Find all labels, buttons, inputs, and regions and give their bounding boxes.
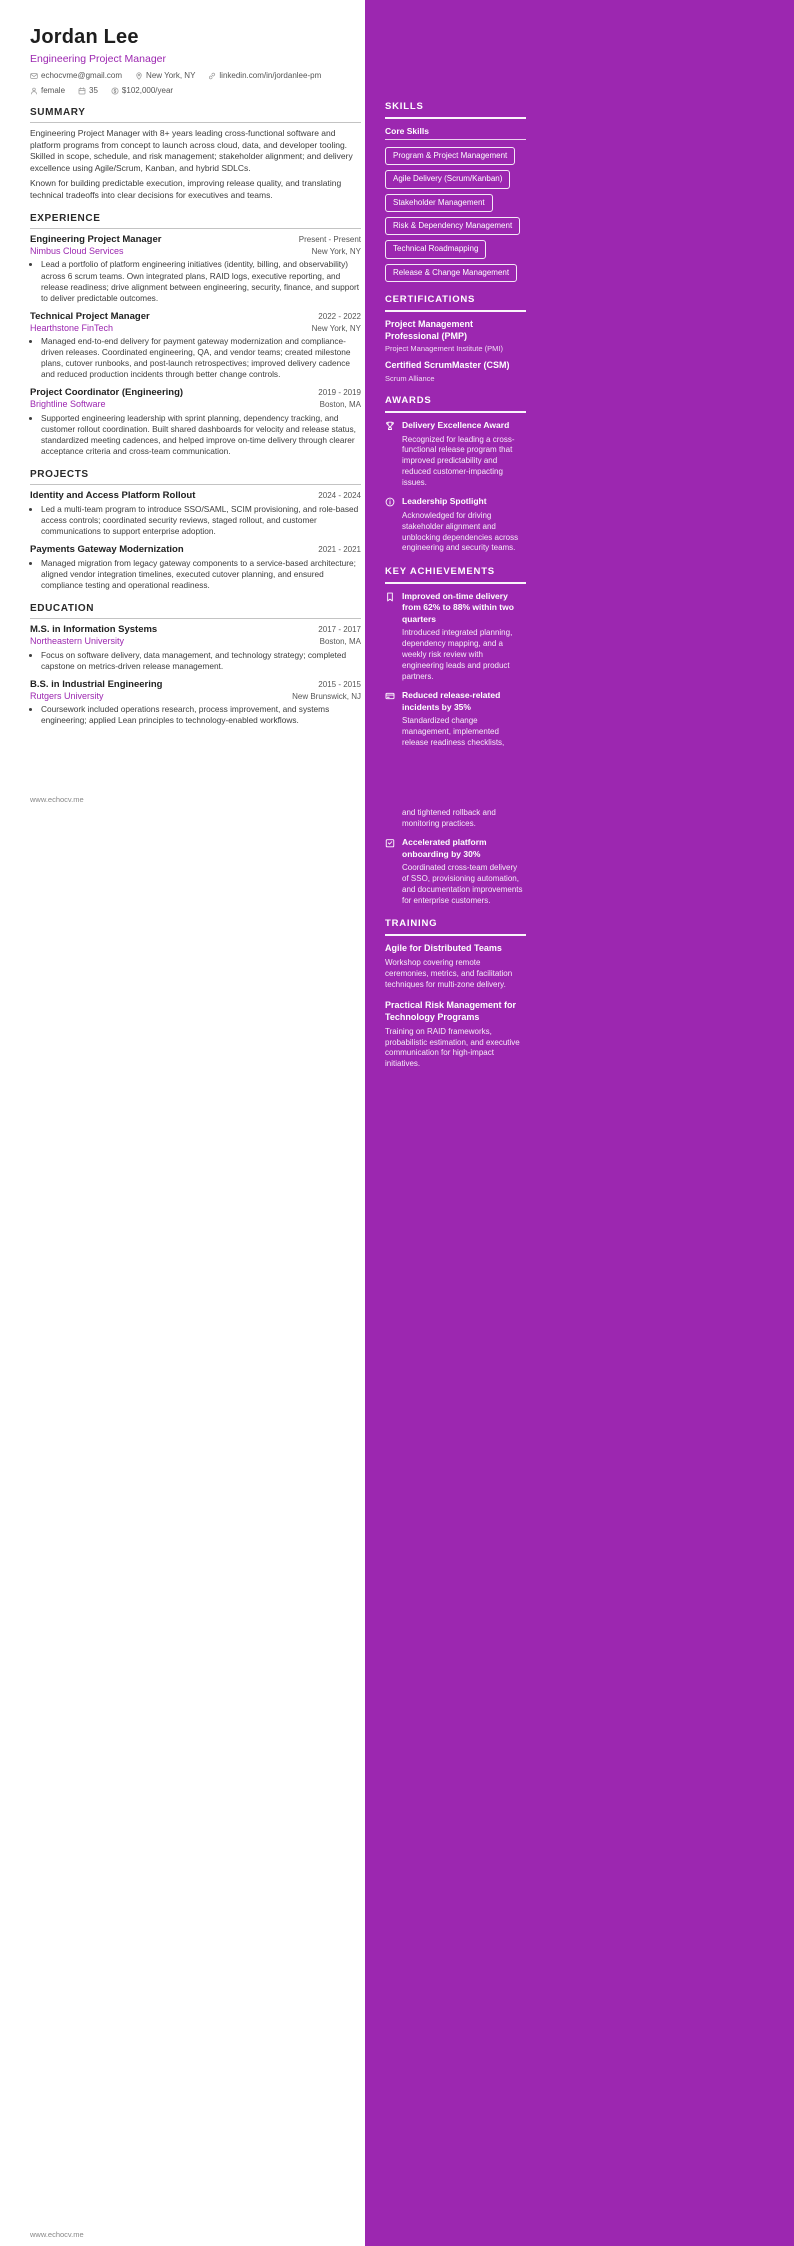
education-entry bbox=[30, 624, 361, 671]
job-dates: Present - Present bbox=[298, 235, 361, 245]
section-experience bbox=[30, 213, 361, 457]
job-bullet: • Lead a portfolio of platform engineering initiatives (identity, billing, and observability) across 6 scrum teams. Own integrated plans, RAID logs, executive reporting, and release readiness; drive alignment between engineering, security, finance, and support to deliver predictable outcomes. bbox=[41, 259, 361, 303]
award-item bbox=[385, 420, 526, 488]
skill-pill: Technical Roadmapping bbox=[385, 240, 486, 258]
main-column bbox=[30, 26, 361, 733]
contact-location bbox=[135, 71, 195, 80]
achievement-description: Introduced integrated planning, dependency mapping, and a weekly risk review with engineering leads and product partners. bbox=[402, 628, 513, 681]
contact-email-text: echocvme@gmail.com bbox=[41, 71, 123, 80]
sidebar bbox=[385, 101, 526, 1082]
award-title: Leadership Spotlight bbox=[402, 496, 487, 507]
job-dates: 2022 - 2022 bbox=[318, 311, 361, 321]
skills-heading: SKILLS bbox=[385, 101, 526, 119]
achievement-item bbox=[385, 837, 526, 906]
contact-location-text: New York, NY bbox=[146, 71, 196, 80]
resume-header bbox=[30, 26, 361, 95]
achievement-title: Improved on-time delivery from 62% to 88% within two quarters bbox=[402, 591, 514, 624]
skill-pill: Stakeholder Management bbox=[385, 194, 493, 212]
school-name: Northeastern University bbox=[30, 636, 125, 647]
sidebar-section-certifications bbox=[385, 294, 526, 383]
section-projects bbox=[30, 469, 361, 591]
experience-heading: EXPERIENCE bbox=[30, 213, 361, 229]
candidate-title: Engineering Project Manager bbox=[30, 53, 166, 65]
experience-entry bbox=[30, 311, 361, 381]
contact-row-1 bbox=[30, 71, 361, 80]
contact-gender-text: female bbox=[41, 86, 66, 95]
training-description: Training on RAID frameworks, probabilistic estimation, and executive communication for high-impact initiatives. bbox=[385, 1026, 520, 1069]
skill-pill: Agile Delivery (Scrum/Kanban) bbox=[385, 170, 510, 188]
summary-paragraph: Known for building predictable execution, improving release quality, and translating technical tradeoffs into clear decisions for executives and teams. bbox=[30, 177, 342, 200]
award-item bbox=[385, 496, 526, 554]
contact-age bbox=[78, 86, 98, 95]
summary-heading: SUMMARY bbox=[30, 107, 361, 123]
contact-salary bbox=[111, 86, 173, 95]
training-title: Agile for Distributed Teams bbox=[385, 943, 502, 954]
project-dates: 2024 - 2024 bbox=[318, 491, 361, 500]
education-entry bbox=[30, 679, 361, 726]
person-icon bbox=[30, 87, 38, 95]
achievement-item bbox=[385, 690, 526, 829]
education-heading: EDUCATION bbox=[30, 603, 361, 619]
award-title: Delivery Excellence Award bbox=[402, 420, 510, 431]
award-description: Recognized for leading a cross-functional release program that improved predictability and reduced customer-impacting issues. bbox=[402, 434, 515, 487]
certification-name: Project Management Professional (PMP) bbox=[385, 319, 474, 341]
job-title: Project Coordinator (Engineering) bbox=[30, 387, 184, 399]
achievement-description-continued: and tightened rollback and monitoring practices. bbox=[402, 807, 496, 828]
key-achievements-heading: KEY ACHIEVEMENTS bbox=[385, 566, 526, 584]
achievement-title: Accelerated platform onboarding by 30% bbox=[402, 837, 487, 859]
location-icon bbox=[135, 72, 143, 80]
project-title: Payments Gateway Modernization bbox=[30, 544, 184, 556]
sidebar-section-awards bbox=[385, 395, 526, 554]
certification-name: Certified ScrumMaster (CSM) bbox=[385, 360, 510, 371]
dollar-icon bbox=[111, 87, 119, 95]
section-education bbox=[30, 603, 361, 726]
info-icon bbox=[385, 497, 395, 507]
job-location: Boston, MA bbox=[319, 400, 361, 410]
degree-dates: 2015 - 2015 bbox=[318, 679, 361, 689]
bookmark-icon bbox=[385, 592, 395, 602]
link-icon bbox=[208, 72, 216, 80]
contact-linkedin-text: linkedin.com/in/jordanlee-pm bbox=[219, 71, 322, 80]
contact-email[interactable] bbox=[30, 71, 122, 80]
skill-pill: Program & Project Management bbox=[385, 147, 515, 165]
project-entry bbox=[30, 544, 361, 591]
degree-title: B.S. in Industrial Engineering bbox=[30, 678, 163, 690]
experience-entry bbox=[30, 234, 361, 304]
project-dates: 2021 - 2021 bbox=[318, 545, 361, 555]
contact-row-2 bbox=[30, 86, 361, 95]
achievement-item bbox=[385, 591, 526, 682]
calendar-check-icon bbox=[385, 838, 395, 848]
job-location: New York, NY bbox=[311, 323, 361, 333]
job-title: Engineering Project Manager bbox=[30, 234, 162, 246]
sidebar-section-training bbox=[385, 918, 526, 1070]
certification-issuer: Scrum Alliance bbox=[385, 374, 435, 384]
job-bullet: • Managed end-to-end delivery for payment gateway modernization and compliance-driven releases. Coordinated engineering, QA, and vendor teams; created milestone plans, cutover runbooks, and post-launch retrospectives; improved delivery cadence and reduced production incidents through better change controls. bbox=[41, 336, 361, 380]
project-title: Identity and Access Platform Rollout bbox=[30, 490, 196, 501]
certifications-heading: CERTIFICATIONS bbox=[385, 294, 526, 312]
experience-entry bbox=[30, 387, 361, 457]
award-description: Acknowledged for driving stakeholder alignment and unblocking dependencies across engineering and security teams. bbox=[402, 510, 519, 553]
education-bullet: • Coursework included operations research, process improvement, and systems engineering; applied Lean principles to technology-enabled workflows. bbox=[41, 704, 361, 726]
contact-age-text: 35 bbox=[89, 86, 98, 95]
footer-link[interactable]: www.echocv.me bbox=[30, 2230, 84, 2239]
mail-icon bbox=[30, 72, 38, 80]
job-company: Brightline Software bbox=[30, 399, 106, 410]
school-name: Rutgers University bbox=[30, 690, 104, 701]
project-bullet: • Led a multi-team program to introduce SSO/SAML, SCIM provisioning, and role-based access controls; coordinated security reviews, staged rollout, and customer communications to support enterprise adoption. bbox=[41, 504, 361, 537]
candidate-name: Jordan Lee bbox=[30, 26, 139, 48]
job-title: Technical Project Manager bbox=[30, 310, 150, 322]
training-item bbox=[385, 943, 526, 990]
training-heading: TRAINING bbox=[385, 918, 526, 936]
certification-item bbox=[385, 319, 526, 353]
section-summary bbox=[30, 107, 361, 201]
skills-group-label: Core Skills bbox=[385, 126, 526, 140]
achievement-description: Standardized change management, implemented release readiness checklists, bbox=[402, 716, 505, 747]
trophy-icon bbox=[385, 421, 395, 431]
achievement-title: Reduced release-related incidents by 35% bbox=[402, 690, 501, 712]
card-icon bbox=[385, 691, 395, 701]
degree-dates: 2017 - 2017 bbox=[318, 625, 361, 635]
job-location: New York, NY bbox=[311, 247, 361, 257]
contact-linkedin[interactable] bbox=[208, 71, 321, 80]
projects-heading: PROJECTS bbox=[30, 469, 361, 485]
project-bullet: • Managed migration from legacy gateway components to a service-based architecture; aligned vendor integration timelines, executed cutover planning, and ensured compliance testing and operational readiness. bbox=[41, 558, 361, 591]
certification-issuer: Project Management Institute (PMI) bbox=[385, 344, 503, 354]
contact-gender bbox=[30, 86, 65, 95]
school-location: New Brunswick, NJ bbox=[292, 691, 361, 701]
job-dates: 2019 - 2019 bbox=[318, 388, 361, 398]
education-bullet: • Focus on software delivery, data management, and technology strategy; completed capstone on metrics-driven release management. bbox=[41, 650, 361, 672]
footer-link[interactable]: www.echocv.me bbox=[30, 795, 84, 804]
training-item bbox=[385, 1000, 526, 1070]
certification-item bbox=[385, 360, 526, 383]
project-entry bbox=[30, 490, 361, 537]
job-company: Hearthstone FinTech bbox=[30, 322, 114, 333]
contact-salary-text: $102,000/year bbox=[121, 86, 174, 95]
degree-title: M.S. in Information Systems bbox=[30, 624, 158, 636]
sidebar-section-key-achievements bbox=[385, 566, 526, 906]
skill-pill: Release & Change Management bbox=[385, 264, 517, 282]
training-description: Workshop covering remote ceremonies, metrics, and facilitation techniques for multi-zone delivery. bbox=[385, 958, 513, 989]
calendar-icon bbox=[78, 87, 86, 95]
job-bullet: • Supported engineering leadership with sprint planning, dependency tracking, and customer rollout coordination. Built shared dashboards for velocity and release status, standardized meeting cadences, and helped improve on-time delivery through clearer acceptance criteria and cross-team communication. bbox=[41, 413, 361, 457]
awards-heading: AWARDS bbox=[385, 395, 526, 413]
skill-pill: Risk & Dependency Management bbox=[385, 217, 520, 235]
sidebar-section-skills bbox=[385, 101, 526, 282]
job-company: Nimbus Cloud Services bbox=[30, 246, 124, 257]
page-break-gap bbox=[385, 749, 526, 805]
training-title: Practical Risk Management for Technology Programs bbox=[385, 1000, 517, 1023]
summary-paragraph: Engineering Project Manager with 8+ years leading cross-functional software and platform programs from concept to launch across cloud, data, and developer tooling. Skilled in scope, schedule, and risk management; stakeholder alignment; and delivery excellence using Agile/Scrum, Kanban, and hybrid SDLCs. bbox=[30, 128, 353, 174]
school-location: Boston, MA bbox=[319, 637, 361, 647]
achievement-description: Coordinated cross-team delivery of SSO, provisioning automation, and documentation improvements for enterprise customers. bbox=[402, 863, 523, 905]
